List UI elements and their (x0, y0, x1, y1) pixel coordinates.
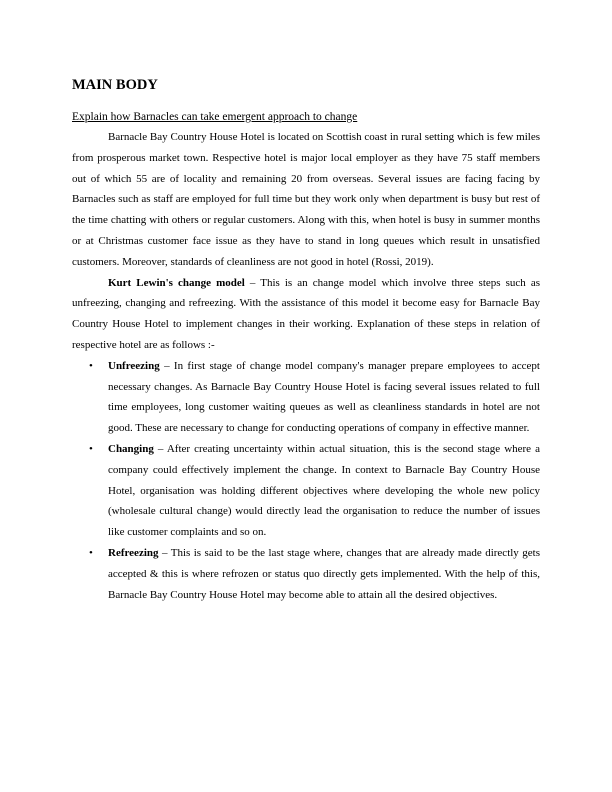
list-item (72, 543, 540, 605)
bullet-title: Unfreezing (108, 359, 160, 372)
list-item (72, 439, 540, 543)
bullet-icon: • (89, 442, 93, 455)
bullet-title: Changing (108, 442, 154, 455)
model-bold-lead: Kurt Lewin's change model (108, 276, 245, 289)
stages-list (72, 356, 540, 606)
section-subheading: Explain how Barnacles can take emergent approach to change (72, 111, 358, 123)
intro-paragraph (72, 127, 540, 273)
bullet-text: – This is said to be the last stage where, changes that are already made directly gets accepted & this is where refrozen or status quo directly gets implemented. With the help of this, Barnacle Bay Country House Hotel may become able to attain all the desired objectives. (108, 546, 540, 601)
intro-end: . (430, 255, 434, 268)
bullet-title: Refreezing (108, 546, 159, 559)
bullet-icon: • (89, 546, 93, 559)
list-item (72, 356, 540, 439)
intro-citation: (Rossi, 2019) (371, 255, 431, 268)
bullet-text: – After creating uncertainty within actual situation, this is the second stage where a company could effectively implement the change. In context to Barnacle Bay Country House Hotel, organisation was holding different objectives where developing the whole new policy (wholesale cultural change) would directly lead the organisation to reduce the number of issues like customer complaints and so on. (108, 442, 540, 539)
bullet-text: – In first stage of change model company's manager prepare employees to accept necessary changes. As Barnacle Bay Country House Hotel is facing several issues related to full time employees, long customer waiting queues as well as cleanliness standards in hotel are not good. These are necessary to change for conducting operations of company in effective manner. (108, 359, 540, 435)
model-paragraph (72, 273, 540, 356)
model-text: – This is an change model which involve three steps such as unfreezing, changing and refreezing. With the assistance of this model it become easy for Barnacle Bay Country House Hotel to implement changes in their working. Explanation of these steps in relation of respective hotel are as follows :- (72, 276, 540, 351)
document-page (72, 76, 540, 605)
bullet-icon: • (89, 359, 93, 372)
page-heading: MAIN BODY (72, 77, 158, 93)
intro-text: Barnacle Bay Country House Hotel is located on Scottish coast in rural setting which is few miles from prosperous market town. Respective hotel is major local employer as they have 75 staff members out of which 55 are of locality and remaining 20 from overseas. Several issues are facing facing by Barnacles such as staff are employed for full time but they work only when department is busy but rest of the time chatting with others or regular customers. Along with this, when hotel is busy in summer months or at Christmas customer face issue as they have to stand in long queues which result in unsatisfied customers. Moreover, standards of cleanliness are not good in hotel (72, 131, 540, 268)
